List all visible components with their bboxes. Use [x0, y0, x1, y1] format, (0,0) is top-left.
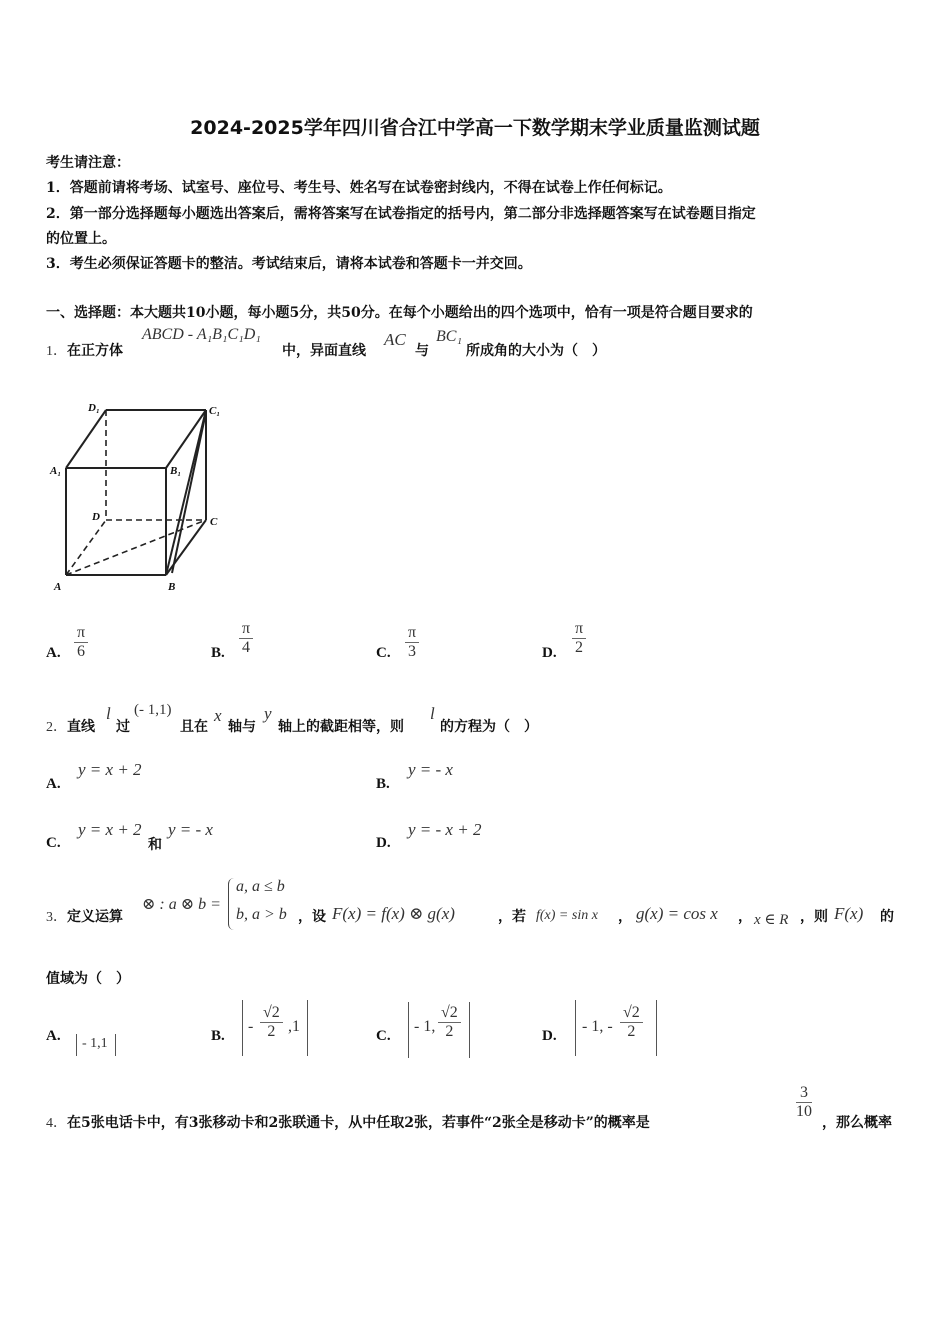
- notice-item: 3．考生必须保证答题卡的整洁。考试结束后，请将本试卷和答题卡一并交回。: [46, 256, 532, 272]
- vertex-label: B: [168, 581, 176, 593]
- q2-text: 直线: [67, 719, 95, 735]
- option-b-pre: -: [248, 1018, 254, 1035]
- vertex-label: C: [210, 516, 218, 528]
- option-a-fraction: $\frac{\pi}{6}$: [74, 624, 88, 661]
- option-label: D.: [376, 835, 391, 851]
- q1-text: 中，异面直线: [282, 343, 366, 359]
- option-c-expr2: y = - x: [168, 820, 213, 839]
- option-c-fraction: $\frac{\pi}{3}$: [405, 624, 419, 661]
- option-d-pre: - 1, -: [582, 1018, 613, 1035]
- q4-text: ，那么概率: [822, 1115, 892, 1131]
- q2-math: y: [264, 704, 272, 723]
- option-label: C.: [376, 1028, 391, 1044]
- question-number: 2．: [46, 720, 67, 735]
- option-label: B.: [376, 776, 390, 792]
- option-label: A.: [46, 1028, 61, 1044]
- q1-text: 与: [415, 343, 429, 359]
- q3-text: ，则: [800, 909, 828, 925]
- question-1: [46, 340, 123, 360]
- option-a-expr: y = x + 2: [78, 760, 142, 779]
- section-heading: 一、选择题：本大题共10小题，每小题5分，共50分。在每个小题给出的四个选项中，恰有一项是符合题目要求的: [46, 305, 753, 321]
- notice-heading: 考生请注意：: [46, 155, 130, 171]
- q1-cube-name: ABCD - A₁B₁C₁D₁: [142, 326, 261, 343]
- option-c-expr: y = x + 2: [78, 820, 142, 839]
- notice-item: 1．答题前请将考场、试室号、座位号、考生号、姓名写在试卷密封线内，不得在试卷上作任何标记。: [46, 180, 672, 196]
- option-label: B.: [211, 1028, 225, 1044]
- q2-text: 的方程为（ ）: [440, 719, 538, 735]
- q3-def: F(x) = f(x) ⊗ g(x): [332, 904, 455, 923]
- brace: [228, 878, 235, 930]
- question-2: [46, 716, 95, 736]
- q3-f: f(x) = sin x: [536, 908, 598, 923]
- q3-case2: b, a > b: [236, 906, 287, 923]
- option-c-pre: - 1,: [414, 1018, 436, 1035]
- question-3: [46, 906, 123, 926]
- question-4: [46, 1112, 650, 1132]
- option-label: D.: [542, 1028, 557, 1044]
- q3-case1: a, a ≤ b: [236, 878, 285, 895]
- option-label: D.: [542, 645, 557, 661]
- q3-domain: x ∈ R: [754, 912, 789, 928]
- q3-text: ，若: [498, 909, 526, 925]
- q3-text: 定义运算: [67, 909, 123, 925]
- option-label: B.: [211, 645, 225, 661]
- option-b-fraction: $\frac{\pi}{4}$: [239, 620, 253, 657]
- option-label: C.: [376, 645, 391, 661]
- question-number: 1．: [46, 344, 67, 359]
- q2-math: l: [430, 704, 435, 723]
- q4-text: 在5张电话卡中，有3张移动卡和2张联通卡，从中任取2张，若事件“2张全是移动卡”的概率是: [67, 1115, 650, 1131]
- q3-text: 值域为（ ）: [46, 971, 130, 987]
- option-b-fraction: $\frac{√2}{2}$: [260, 1004, 283, 1041]
- q2-text: 过: [116, 719, 130, 735]
- notice-item: 2．第一部分选择题每小题选出答案后，需将答案写在试卷指定的括号内，第二部分非选择题答案写在试卷题目指定: [46, 206, 756, 222]
- vertex-label: A: [54, 581, 62, 593]
- q2-math: (- 1,1): [134, 702, 172, 718]
- option-d-fraction: $\frac{\pi}{2}$: [572, 620, 586, 657]
- q3-operator: ⊗ : a ⊗ b =: [142, 896, 221, 913]
- q1-line-bc1: BC₁: [436, 328, 463, 345]
- vertex-label: A₁: [50, 465, 62, 477]
- option-c-joiner: 和: [148, 837, 162, 853]
- q2-math: x: [214, 706, 222, 725]
- q3-text: ，: [618, 909, 632, 925]
- vertex-label: D: [92, 511, 100, 523]
- option-d-fraction: $\frac{√2}{2}$: [620, 1004, 643, 1041]
- q1-text: 所成角的大小为（ ）: [466, 343, 606, 359]
- q2-text: 且在: [180, 719, 208, 735]
- q1-line-ac: AC: [384, 330, 406, 349]
- q2-text: 轴上的截距相等，则: [278, 719, 404, 735]
- option-label: A.: [46, 645, 61, 661]
- notice-item: 的位置上。: [46, 231, 116, 247]
- q3-F: F(x): [834, 904, 864, 923]
- q2-text: 轴与: [228, 719, 256, 735]
- q3-text: 的: [880, 909, 894, 925]
- q2-math: l: [106, 704, 111, 723]
- q3-text: ，: [738, 909, 752, 925]
- option-label: C.: [46, 835, 61, 851]
- vertex-label: B₁: [170, 465, 182, 477]
- q1-text: 在正方体: [67, 343, 123, 359]
- q3-text: ，设: [298, 909, 326, 925]
- vertex-label: C₁: [209, 405, 221, 417]
- option-d-expr: y = - x + 2: [408, 820, 482, 839]
- q3-g: g(x) = cos x: [636, 904, 718, 923]
- page-title: 2024-2025学年四川省合江中学高一下数学期末学业质量监测试题: [190, 117, 760, 139]
- option-c-fraction: $\frac{√2}{2}$: [438, 1004, 461, 1041]
- option-b-post: ,1: [288, 1018, 300, 1035]
- option-b-expr: y = - x: [408, 760, 453, 779]
- option-a-expr: - 1,1: [82, 1036, 108, 1051]
- q4-probability-fraction: $\frac{3}{10}$: [796, 1084, 812, 1120]
- cube-figure: [48, 398, 238, 598]
- option-label: A.: [46, 776, 61, 792]
- question-number: 4．: [46, 1116, 67, 1131]
- vertex-label: D₁: [88, 402, 100, 414]
- question-number: 3．: [46, 910, 67, 925]
